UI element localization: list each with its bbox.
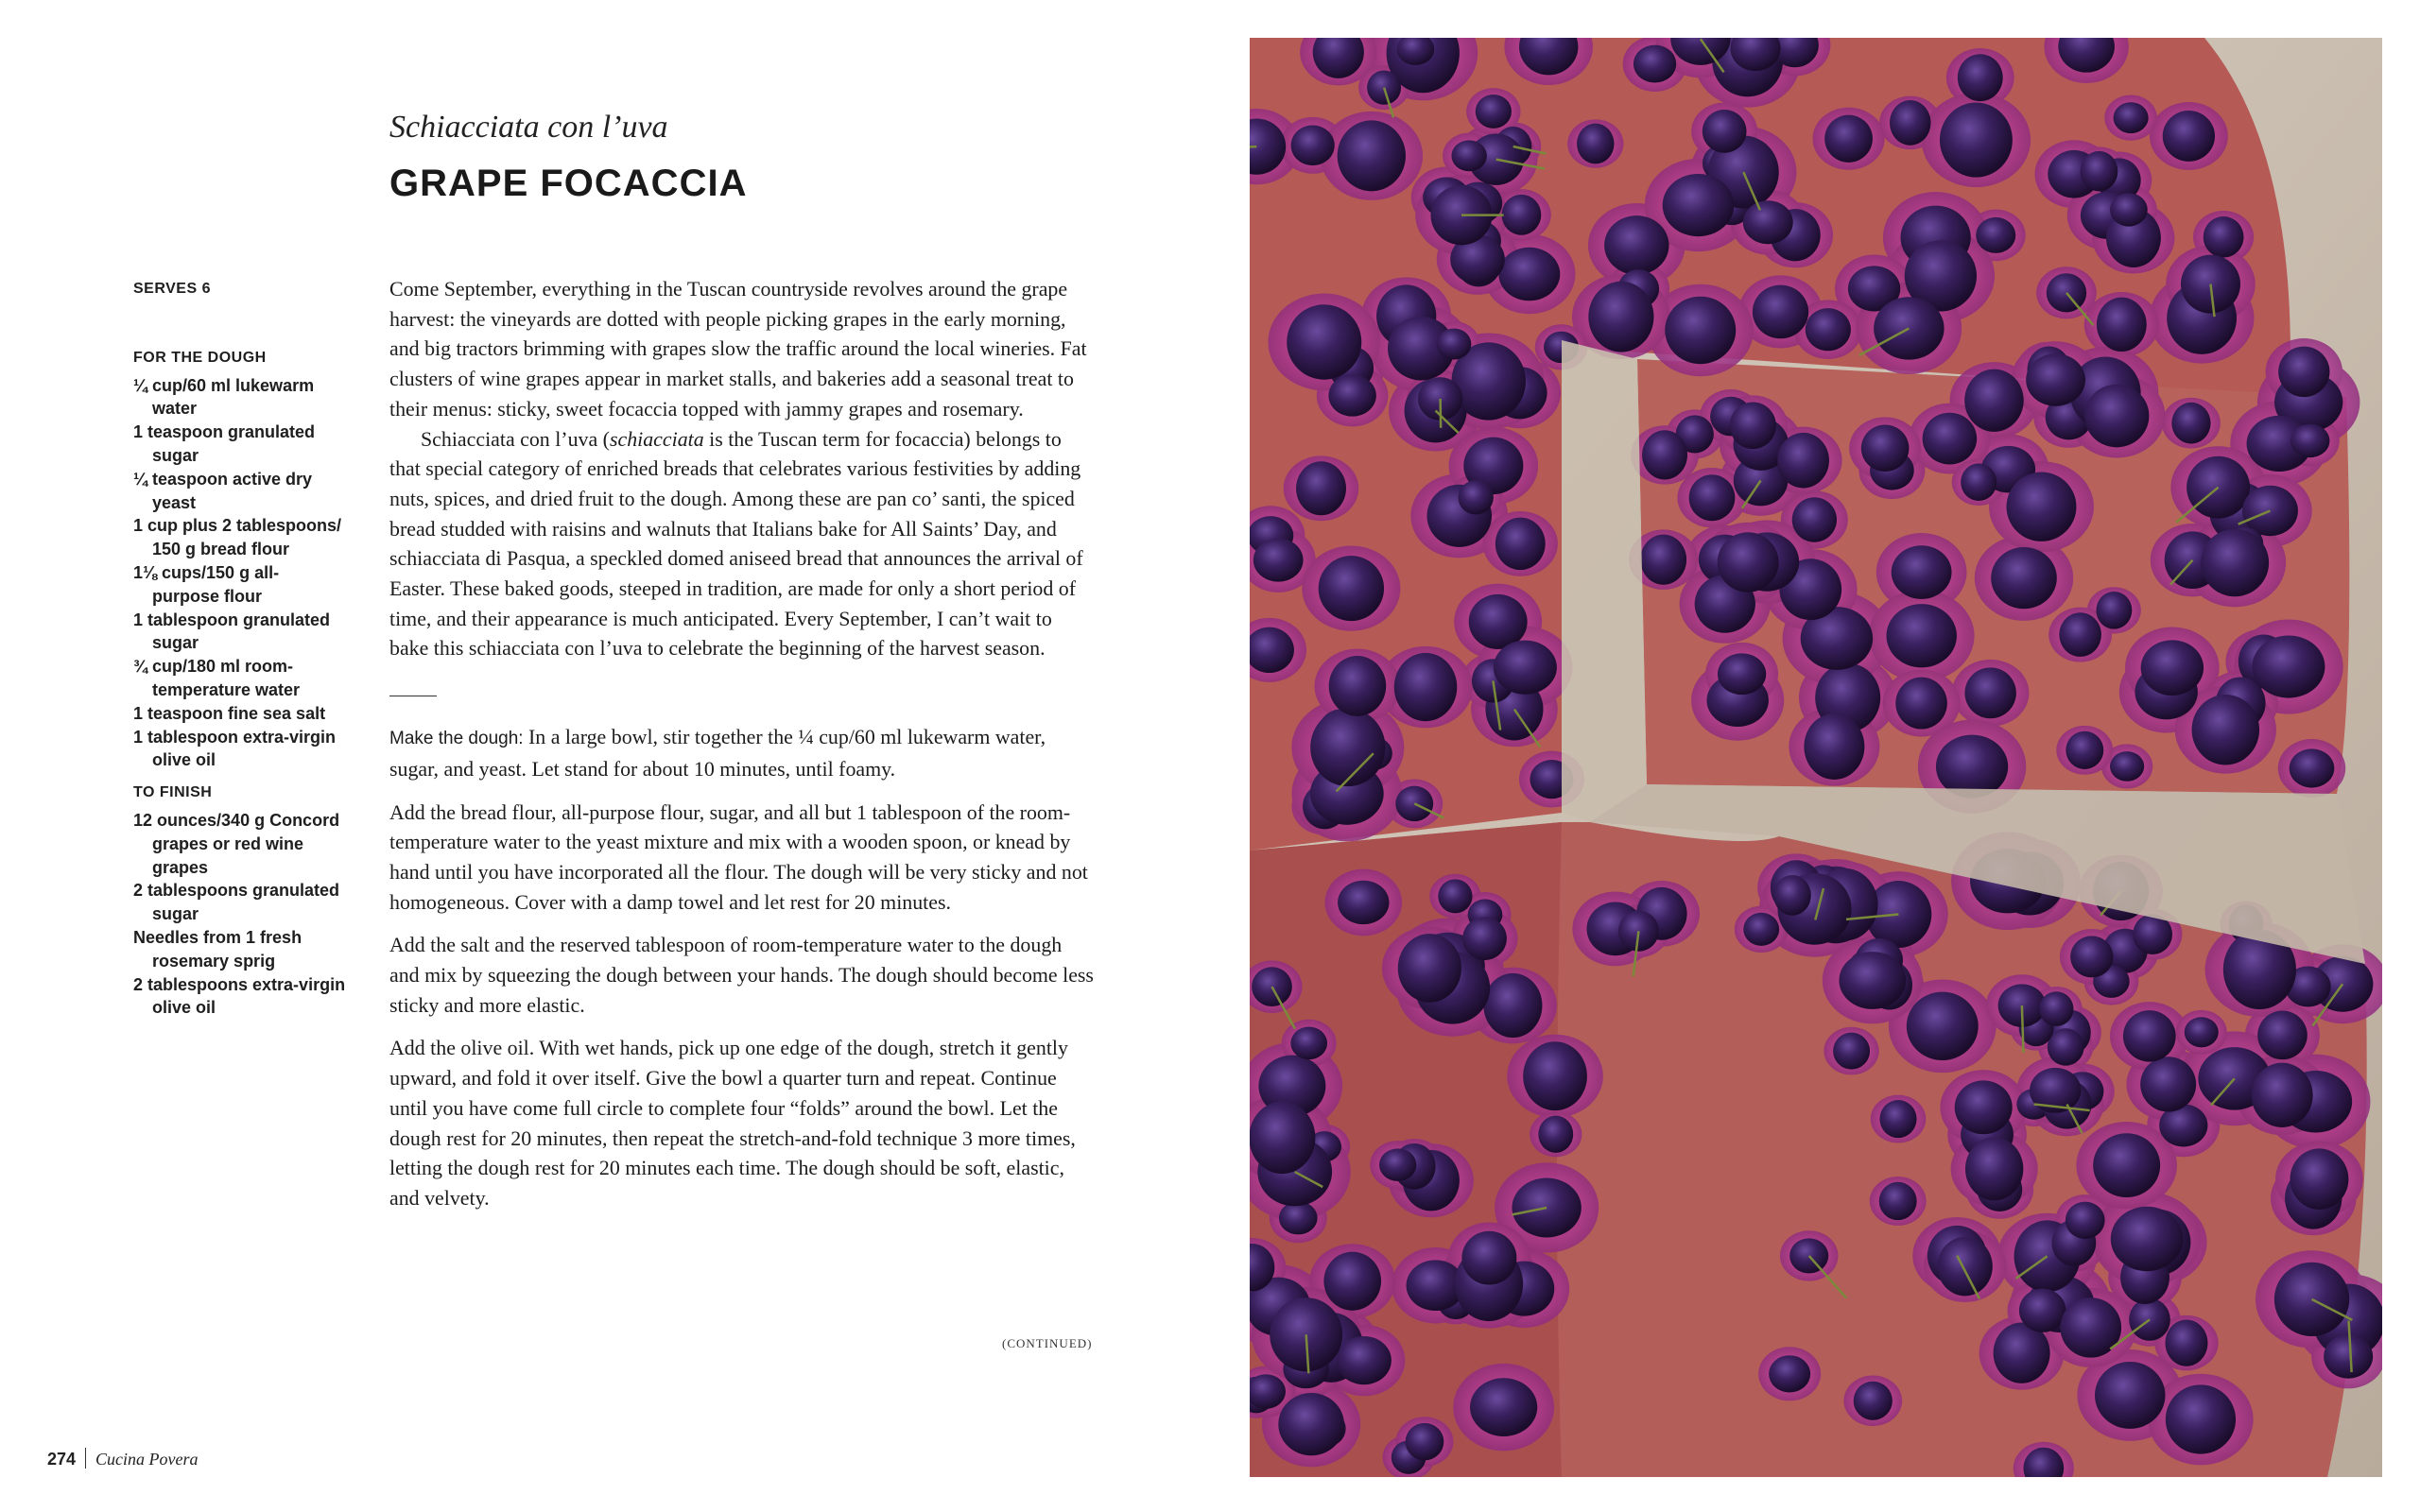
grape — [2185, 1017, 2219, 1047]
grape — [2290, 1148, 2349, 1210]
grape — [1319, 556, 1384, 621]
grape — [1379, 1148, 1416, 1181]
grape — [1789, 1238, 1828, 1273]
grape — [1689, 474, 1736, 521]
grape — [1907, 992, 1979, 1060]
grape — [1495, 518, 1546, 570]
grape — [1618, 911, 1659, 952]
intro-text: is the Tuscan term for focaccia) belongs to that special category of enriched breads that celebrates various festivities by adding nuts, spices, and dried fruit to the dough. Among these are pan co’ santi, the spiced bread studded with raisins and walnuts that Italians bake for All Saints’ Day, and schiacciata di Pasqua, a speckled domed aniseed bread that announces the arrival of Easter. These baked goods, steeped in tradition, are made for only a short period of time, and their appearance is much anticipated. Every September, I can’t wait to bake this schiacciata con l’uva to celebrate the beginning of the harvest season. — [389, 426, 1083, 661]
ingredient-item: 2 tablespoons extra-virgin olive oil — [133, 974, 346, 1018]
ingredient-group-title: TO FINISH — [133, 784, 213, 801]
grape — [2251, 1063, 2312, 1127]
grape — [2187, 456, 2250, 519]
grape — [1965, 1137, 2023, 1200]
grape — [1604, 215, 1668, 275]
grape — [1476, 94, 1512, 129]
grape — [2097, 298, 2147, 352]
ingredient-item: 12 ounces/340 g Concord grapes or red wine grapes — [133, 810, 340, 877]
grape — [2059, 612, 2101, 657]
grape — [1773, 875, 1811, 916]
grape — [1398, 934, 1461, 1003]
method-step: Add the salt and the reserved tablespoon of room-temperature water to the dough and mix by squeezing the dough between your hands. The dough should become less sticky and more elastic. — [389, 933, 1094, 1017]
grape — [1296, 461, 1346, 515]
grape — [1461, 1231, 1516, 1285]
grape — [1523, 1041, 1587, 1110]
intro-paragraph-1: Come September, everything in the Tuscan countryside revolves around the grape harvest: the vineyards are dotted with people picking grapes in the early morning, and big tractors brimming with grapes slow the traffic around the local wineries. Fat clusters of wine grapes appear in market stalls, and bakeries add a seasonal treat to their menus: sticky, sweet focaccia topped with jammy grapes and rosemary. — [389, 277, 1087, 421]
ingredient-group-dough — [133, 347, 346, 772]
rosemary-needle — [1441, 399, 1442, 428]
ingredient-item: ¾ cup/180 ml room-temperature water — [133, 657, 301, 699]
ingredient-item: 2 tablespoons granulated sugar — [133, 881, 340, 924]
grape — [1451, 140, 1486, 171]
grape — [1663, 174, 1735, 236]
grape — [1961, 463, 1996, 501]
method-steps — [389, 722, 1094, 1213]
grape — [2123, 1010, 2176, 1061]
grape — [2201, 529, 2269, 597]
grape — [2084, 385, 2149, 448]
grape — [1394, 653, 1458, 721]
grape — [1937, 1237, 1992, 1296]
grape — [1640, 535, 1686, 585]
grape — [1287, 304, 1361, 379]
grape — [1861, 425, 1910, 472]
recipe-body — [389, 274, 1094, 1227]
grape — [1955, 1080, 2013, 1134]
grape — [1964, 369, 2024, 432]
grape — [1806, 308, 1851, 351]
focaccia-photo — [1250, 38, 2382, 1477]
grape — [1498, 248, 1560, 301]
grape — [1459, 480, 1494, 514]
rosemary-needle — [2022, 1005, 2024, 1053]
ingredient-item: 1 tablespoon extra-virgin olive oil — [133, 727, 337, 770]
grape — [1964, 667, 2015, 718]
grape — [1854, 1382, 1893, 1420]
grape — [2278, 347, 2329, 398]
grape — [1879, 1182, 1917, 1220]
grape — [1329, 656, 1387, 716]
grape — [2171, 403, 2210, 444]
grape — [2204, 216, 2244, 258]
ingredient-group-title: FOR THE DOUGH — [133, 349, 267, 366]
method-step: Add the bread flour, all-purpose flour, sugar, and all but 1 tablespoon of the room-temperature water to the yeast mixture and mix with a wooden spoon, or knead by hand until you have incorporated all the flour. The dough will be very sticky and not homogeneous. Cover with a damp towel and let rest for 20 minutes. — [389, 799, 1088, 914]
grape — [1494, 641, 1557, 695]
grape — [1886, 604, 1956, 667]
grape — [1279, 1201, 1318, 1234]
grape — [1730, 402, 1776, 449]
grape — [1577, 124, 1615, 164]
grape — [1291, 125, 1335, 165]
grape — [2111, 1207, 2184, 1271]
grape — [2274, 1263, 2349, 1336]
grape — [1718, 532, 1779, 593]
grape — [1777, 433, 1829, 489]
ingredient-item: ¼ teaspoon active dry yeast — [133, 469, 313, 512]
grape — [2114, 102, 2149, 133]
grape — [1437, 329, 1472, 360]
grape — [1462, 917, 1507, 960]
recipe-subtitle: Schiacciata con l’uva — [389, 110, 668, 145]
grape — [1839, 952, 1906, 1009]
grape — [1634, 45, 1676, 83]
grape — [1290, 1027, 1327, 1060]
grape — [1792, 497, 1837, 542]
grape — [2026, 353, 2085, 406]
grape — [1337, 1336, 1392, 1384]
ingredient-group-finish — [133, 782, 346, 1020]
ingredient-item: ¼ cup/60 ml lukewarm water — [133, 375, 315, 419]
grape — [2192, 695, 2259, 765]
grape — [2290, 748, 2335, 787]
grape — [2166, 1384, 2236, 1453]
grape — [2140, 1057, 2196, 1111]
grape — [1252, 967, 1292, 1006]
grape — [1769, 1355, 1810, 1392]
grape — [2324, 1334, 2373, 1378]
grape — [1323, 1252, 1381, 1311]
page-footer — [47, 1448, 199, 1469]
grape — [1703, 110, 1747, 153]
grape — [1879, 1100, 1916, 1138]
grape — [1892, 545, 1952, 599]
grape — [1367, 71, 1401, 105]
grape — [1328, 375, 1375, 417]
grape — [1665, 297, 1736, 365]
ingredient-item: 1 teaspoon fine sea salt — [133, 703, 326, 723]
grape — [1958, 54, 2003, 101]
grape — [1270, 1297, 1342, 1371]
grape — [2141, 640, 2204, 696]
grape — [1502, 195, 1542, 235]
grape — [1406, 1423, 1444, 1460]
grape — [1940, 102, 2013, 177]
grape — [2081, 151, 2118, 192]
grape — [1470, 1378, 1537, 1436]
grape — [1718, 653, 1766, 695]
intro-emphasis: schiacciata — [609, 426, 704, 451]
grape — [2290, 424, 2329, 457]
grape — [1833, 1033, 1870, 1070]
method-step: Add the olive oil. With wet hands, pick up one edge of the dough, stretch it gently upward, and fold it over itself. Give the bowl a quarter turn and repeat. Continue until you have come full circle to complete four “folds” around the bowl. Let the dough rest for 20 minutes, then repeat the stretch-and-fold technique 3 more times, letting the dough rest for 20 minutes each time. The dough should be soft, elastic, and velvety. — [389, 1036, 1076, 1210]
recipe-title: GRAPE FOCACCIA — [389, 163, 748, 204]
method-step — [389, 722, 1094, 783]
grape — [1890, 100, 1930, 146]
step-text: In a large bowl, stir together the ¼ cup/60 ml lukewarm water, sugar, and yeast. Let stand for about 10 minutes, until foamy. — [389, 725, 1046, 781]
grape — [1991, 547, 2057, 609]
ingredient-item: 1 cup plus 2 tablespoons/ 150 g bread flour — [133, 516, 342, 559]
grape — [2257, 1010, 2308, 1059]
grape — [1438, 879, 1472, 913]
ingredient-item: 1 teaspoon granulated sugar — [133, 422, 316, 465]
continued-label: (CONTINUED) — [1002, 1336, 1093, 1350]
grape — [1895, 678, 1947, 730]
grape — [1278, 1393, 1344, 1455]
grape — [1253, 539, 1304, 582]
grape — [2165, 1320, 2207, 1366]
grape — [2048, 1028, 2084, 1065]
ingredients-column — [133, 278, 346, 1029]
grape — [1743, 200, 1793, 244]
grape — [1642, 430, 1687, 479]
grape — [1588, 282, 1653, 352]
grape — [2110, 751, 2144, 782]
grape — [1976, 217, 2015, 253]
intro-paragraph-2 — [389, 424, 1094, 664]
grape — [1338, 881, 1389, 924]
slice-gap — [1562, 340, 1647, 822]
grape — [2252, 635, 2325, 697]
grape — [1250, 1102, 1315, 1175]
book-title: Cucina Povera — [95, 1450, 199, 1469]
grape — [2066, 731, 2103, 769]
ingredient-item: 1 tablespoon granulated sugar — [133, 610, 331, 653]
grape — [1743, 913, 1779, 946]
grape — [2019, 1289, 2066, 1332]
serves-label: SERVES 6 — [133, 281, 211, 297]
grape — [1469, 594, 1528, 649]
grape — [2163, 111, 2215, 162]
grape — [2039, 991, 2073, 1026]
footer-divider — [85, 1448, 86, 1469]
ingredient-item: Needles from 1 fresh rosemary sprig — [133, 927, 302, 971]
grape — [1483, 973, 1542, 1038]
grape — [2093, 1133, 2160, 1197]
grape — [2066, 1202, 2105, 1239]
grape — [1338, 120, 1406, 191]
grape — [1923, 413, 1978, 465]
grape — [1804, 713, 1864, 780]
grape — [2110, 193, 2148, 226]
ingredient-item: 1⅛ cups/150 g all-purpose flour — [133, 562, 280, 606]
step-heading: Make the dough: — [389, 729, 524, 749]
grape — [2007, 472, 2077, 541]
grape — [2095, 1362, 2165, 1429]
rosemary-needle — [1250, 146, 1256, 147]
grape — [1538, 1116, 1573, 1153]
intro-text: Schiacciata con l’uva ( — [421, 426, 610, 451]
grape — [1753, 285, 1808, 339]
grape — [1310, 709, 1385, 786]
page-number: 274 — [47, 1450, 77, 1469]
grape — [2070, 936, 2113, 977]
grape — [2096, 592, 2132, 629]
grape — [1824, 115, 1873, 163]
